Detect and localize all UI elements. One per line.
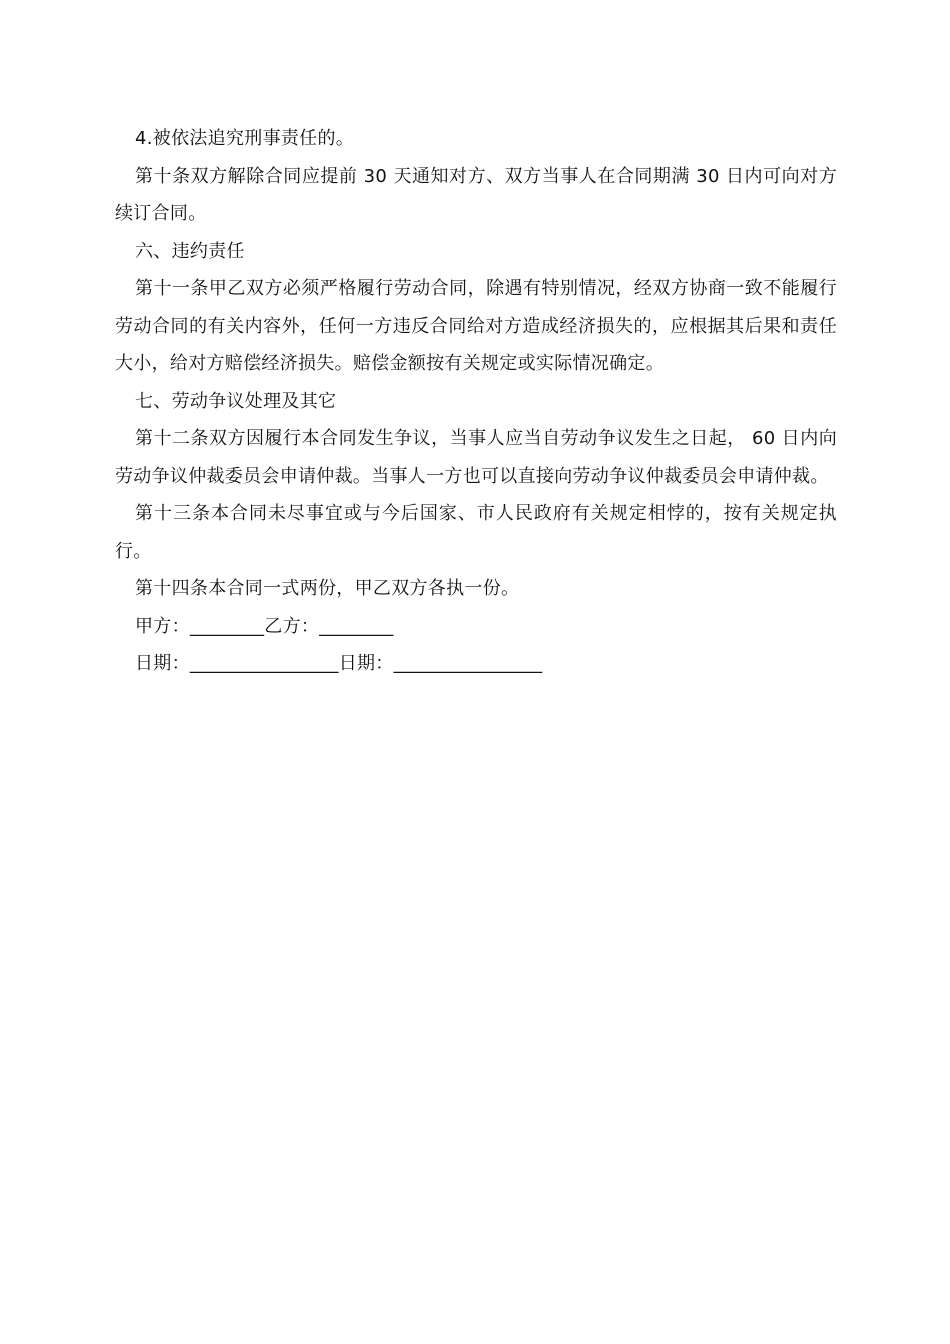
signature-parties-line: 甲方：________乙方：________: [135, 615, 394, 637]
signature-dates-line: 日期：________________日期：________________: [135, 653, 543, 674]
article-14-paragraph: 第十四条本合同一式两份，甲乙双方各执一份。: [135, 578, 520, 599]
clause-item-4: 4.被依法追究刑事责任的。: [135, 128, 355, 149]
article-10-paragraph: 第十条双方解除合同应提前 30 天通知对方、双方当事人在合同期满 30 日内可向对方续订合同。: [115, 165, 837, 224]
section-heading-breach-liability: 六、违约责任: [135, 240, 245, 262]
article-11-paragraph: 第十一条甲乙双方必须严格履行劳动合同，除遇有特别情况，经双方协商一致不能履行劳动合同的有关内容外，任何一方违反合同给对方造成经济损失的，应根据其后果和责任大小，给对方赔偿经济损失。赔偿金额按有关规定或实际情况确定。: [115, 278, 837, 374]
contract-body: [115, 120, 837, 683]
article-12-paragraph: 第十二条双方因履行本合同发生争议，当事人应当自劳动争议发生之日起， 60 日内向劳动争议仲裁委员会申请仲裁。当事人一方也可以直接向劳动争议仲裁委员会申请仲裁。: [115, 428, 837, 487]
article-13-paragraph: 第十三条本合同未尽事宜或与今后国家、市人民政府有关规定相悖的，按有关规定执行。: [115, 503, 837, 562]
section-heading-dispute-resolution: 七、劳动争议处理及其它: [135, 390, 337, 412]
